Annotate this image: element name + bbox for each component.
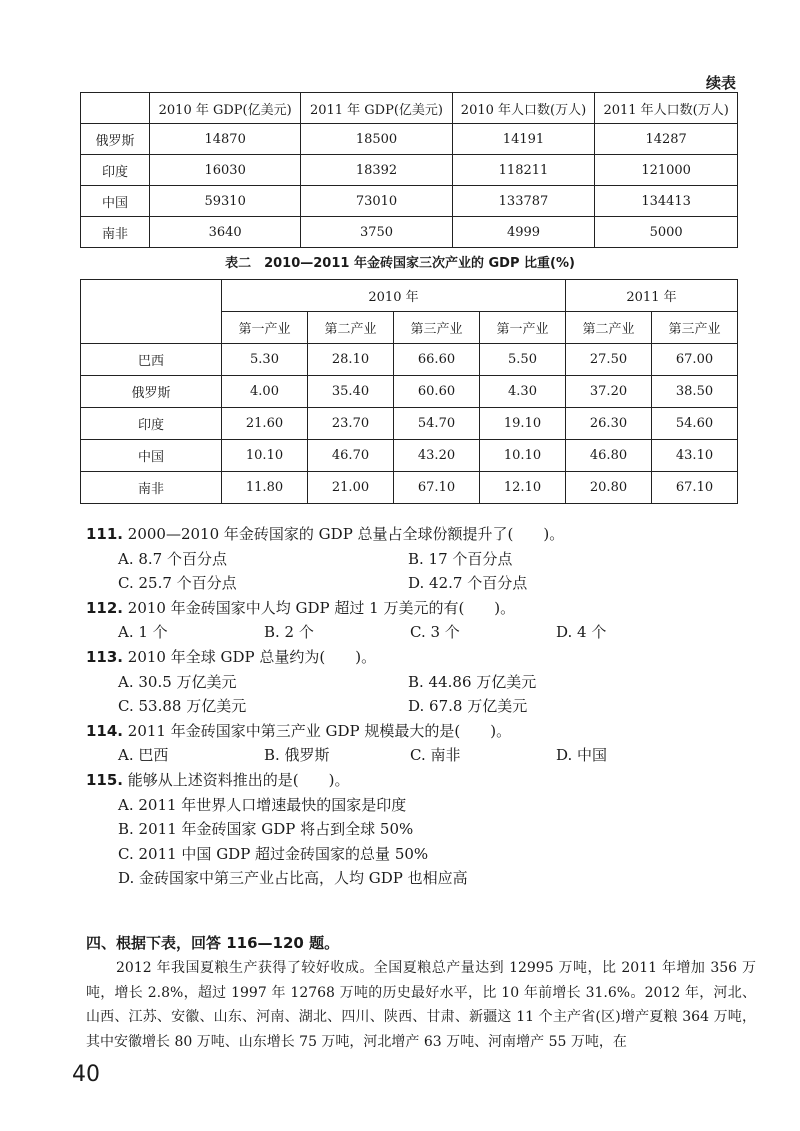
option-b: B. 17 个百分点 — [408, 549, 513, 568]
question-text: 2010 年金砖国家中人均 GDP 超过 1 万美元的有( )。 — [127, 598, 516, 617]
table-header-cell: 第二产业 — [308, 312, 394, 344]
table-header-cell: 2011 年人口数(万人) — [595, 93, 738, 124]
table-cell: 中国 — [81, 440, 222, 472]
table-cell: 印度 — [81, 408, 222, 440]
table-cell: 俄罗斯 — [81, 124, 150, 155]
question-number: 111. — [86, 525, 124, 543]
option-c: C. 南非 — [410, 746, 461, 765]
table-header-row — [81, 93, 738, 124]
table-cell: 133787 — [452, 186, 595, 217]
table-cell: 26.30 — [566, 408, 652, 440]
option-c: C. 3 个 — [410, 623, 460, 642]
table-cell: 67.10 — [652, 472, 738, 504]
table-cell: 印度 — [81, 155, 150, 186]
year-2010-header: 2010 年 — [222, 280, 566, 312]
table-header-cell — [81, 93, 150, 124]
table-cell: 4.00 — [222, 376, 308, 408]
gdp-population-table — [80, 92, 738, 248]
table-row — [81, 186, 738, 217]
table-cell: 20.80 — [566, 472, 652, 504]
table-cell: 俄罗斯 — [81, 376, 222, 408]
table-cell: 134413 — [595, 186, 738, 217]
table-header-cell: 第一产业 — [480, 312, 566, 344]
table-cell: 5.50 — [480, 344, 566, 376]
question-113 — [86, 645, 766, 719]
table-header-cell: 第二产业 — [566, 312, 652, 344]
table-cell: 3640 — [150, 217, 301, 248]
table-cell: 35.40 — [308, 376, 394, 408]
option-a: A. 8.7 个百分点 — [118, 549, 227, 568]
table-cell: 43.20 — [394, 440, 480, 472]
table-cell: 21.60 — [222, 408, 308, 440]
table-cell: 4999 — [452, 217, 595, 248]
option-c: C. 2011 中国 GDP 超过金砖国家的总量 50% — [118, 844, 429, 863]
table-cell: 23.70 — [308, 408, 394, 440]
table-header-cell: 2010 年 GDP(亿美元) — [150, 93, 301, 124]
table-cell: 巴西 — [81, 344, 222, 376]
option-b: B. 俄罗斯 — [264, 746, 330, 765]
table-header-cell: 2010 年人口数(万人) — [452, 93, 595, 124]
table-cell: 3750 — [301, 217, 452, 248]
table-cell: 43.10 — [652, 440, 738, 472]
table-cell: 67.00 — [652, 344, 738, 376]
option-a: A. 巴西 — [118, 746, 169, 765]
option-a: A. 2011 年世界人口增速最快的国家是印度 — [118, 795, 407, 814]
table-cell: 73010 — [301, 186, 452, 217]
table-row — [81, 376, 738, 408]
question-number: 114. — [86, 721, 124, 740]
table-header-cell: 第一产业 — [222, 312, 308, 344]
table-cell: 14870 — [150, 124, 301, 155]
table-row — [81, 472, 738, 504]
option-d: D. 中国 — [556, 746, 608, 765]
table-cell: 18500 — [301, 124, 452, 155]
option-d: D. 42.7 个百分点 — [408, 574, 528, 593]
option-c: C. 25.7 个百分点 — [118, 574, 237, 593]
table-cell: 28.10 — [308, 344, 394, 376]
question-text: 2011 年金砖国家中第三产业 GDP 规模最大的是( )。 — [127, 721, 512, 740]
table-cell: 10.10 — [222, 440, 308, 472]
table-cell: 27.50 — [566, 344, 652, 376]
table-cell: 南非 — [81, 472, 222, 504]
table-cell: 中国 — [81, 186, 150, 217]
body-paragraph: 2012 年我国夏粮生产获得了较好收成。全国夏粮总产量达到 12995 万吨，比 2011 年增加 356 万吨，增长 2.8%，超过 1997 年 12768 万吨的历史最好水平，比 10 年前增长 31.6%。2012 年，河北、山西、江苏、安徽、山东、河南、湖北、四川、陕西、甘肃、新疆这 11 个主产省(区)增产夏粮 364 万吨，其中安徽增长 80 万吨、山东增长 75 万吨，河北增产 63 万吨、河南增产 55 万吨，在 — [86, 960, 756, 1050]
table-row — [81, 155, 738, 186]
table-cell: 14287 — [595, 124, 738, 155]
table-cell: 16030 — [150, 155, 301, 186]
table-row — [81, 217, 738, 248]
table-row — [81, 408, 738, 440]
table-cell: 121000 — [595, 155, 738, 186]
table-header-row — [81, 280, 738, 312]
year-2011-header: 2011 年 — [566, 280, 738, 312]
table-cell: 14191 — [452, 124, 595, 155]
question-text: 2010 年全球 GDP 总量约为( )。 — [127, 647, 377, 666]
table-cell: 18392 — [301, 155, 452, 186]
page-number: 40 — [72, 1062, 100, 1087]
table-cell: 19.10 — [480, 408, 566, 440]
section-title: 四、根据下表，回答 116—120 题。 — [86, 934, 340, 952]
table-cell: 11.80 — [222, 472, 308, 504]
table2-title: 表二 2010—2011 年金砖国家三次产业的 GDP 比重(%) — [225, 256, 575, 271]
table-cell: 4.30 — [480, 376, 566, 408]
question-111 — [86, 522, 766, 596]
table-cell: 46.70 — [308, 440, 394, 472]
option-d: D. 67.8 万亿美元 — [408, 697, 528, 716]
table-cell: 54.70 — [394, 408, 480, 440]
table-cell: 5.30 — [222, 344, 308, 376]
table-header-cell: 第三产业 — [652, 312, 738, 344]
table-cell: 21.00 — [308, 472, 394, 504]
question-112 — [86, 596, 766, 645]
option-c: C. 53.88 万亿美元 — [118, 697, 247, 716]
question-number: 113. — [86, 647, 124, 666]
table-row — [81, 124, 738, 155]
option-b: B. 44.86 万亿美元 — [408, 672, 537, 691]
table-cell: 37.20 — [566, 376, 652, 408]
option-d: D. 金砖国家中第三产业占比高，人均 GDP 也相应高 — [118, 869, 468, 888]
option-b: B. 2011 年金砖国家 GDP 将占到全球 50% — [118, 820, 414, 839]
table-cell: 46.80 — [566, 440, 652, 472]
table-cell: 南非 — [81, 217, 150, 248]
table-cell: 38.50 — [652, 376, 738, 408]
question-text: 能够从上述资料推出的是( )。 — [127, 770, 350, 789]
table-header-cell: 第三产业 — [394, 312, 480, 344]
table-cell: 54.60 — [652, 408, 738, 440]
question-number: 112. — [86, 598, 124, 617]
question-114 — [86, 719, 766, 768]
table-cell: 5000 — [595, 217, 738, 248]
table-cell: 66.60 — [394, 344, 480, 376]
table-header-cell — [81, 280, 222, 344]
table-cell: 59310 — [150, 186, 301, 217]
question-text: 2000—2010 年金砖国家的 GDP 总量占全球份额提升了( )。 — [127, 525, 565, 543]
industry-share-table — [80, 279, 738, 504]
table-cell: 118211 — [452, 155, 595, 186]
continued-label: 续表 — [706, 74, 737, 92]
table-cell: 10.10 — [480, 440, 566, 472]
table-cell: 12.10 — [480, 472, 566, 504]
question-115 — [86, 768, 766, 891]
table-row — [81, 440, 738, 472]
table-cell: 60.60 — [394, 376, 480, 408]
option-a: A. 1 个 — [118, 623, 168, 642]
table-cell: 67.10 — [394, 472, 480, 504]
option-d: D. 4 个 — [556, 623, 607, 642]
question-number: 115. — [86, 770, 124, 789]
question-list — [86, 522, 766, 891]
table-header-cell: 2011 年 GDP(亿美元) — [301, 93, 452, 124]
option-b: B. 2 个 — [264, 623, 314, 642]
option-a: A. 30.5 万亿美元 — [118, 672, 237, 691]
table-row — [81, 344, 738, 376]
